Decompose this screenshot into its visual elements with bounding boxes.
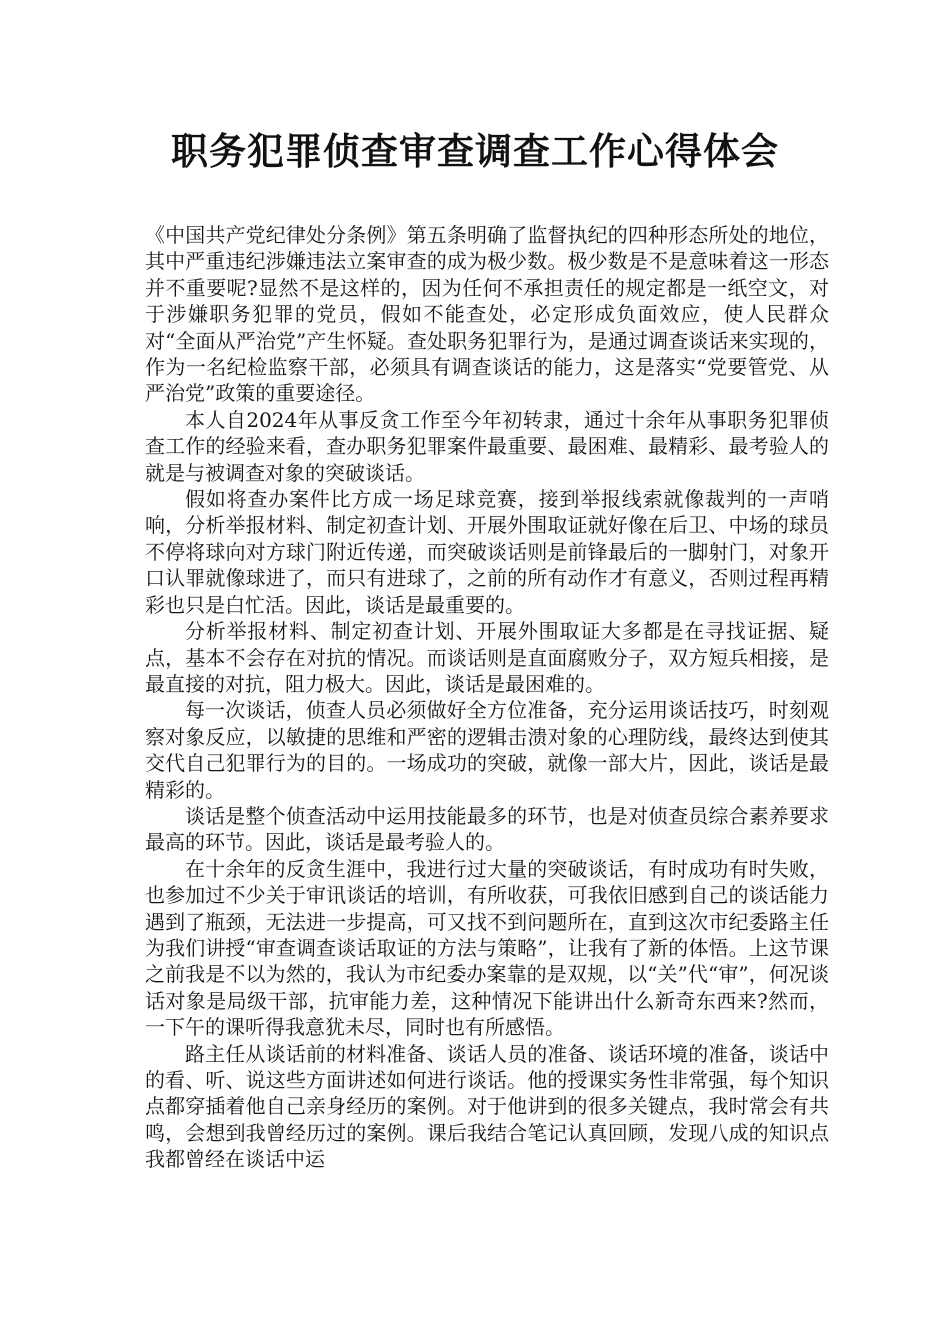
paragraph-2: 本人自2024年从事反贪工作至今年初转隶，通过十余年从事职务犯罪侦查工作的经验来看，查办职务犯罪案件最重要、最困难、最精彩、最考验人的就是与被调查对象的突破谈话。 [145,407,829,485]
document-title: 职务犯罪侦查审查调查工作心得体会 [171,130,779,173]
paragraph-8: 路主任从谈话前的材料准备、谈话人员的准备、谈话环境的准备，谈话中的看、听、说这些方面讲述如何进行谈话。他的授课实务性非常强，每个知识点都穿插着他自己亲身经历的案例。对于他讲到的很多关键点，我时常会有共鸣，会想到我曾经历过的案例。课后我结合笔记认真回顾，发现八成的知识点我都曾经在谈话中运 [145,1041,829,1172]
paragraph-3: 假如将查办案件比方成一场足球竞赛，接到举报线索就像裁判的一声哨响，分析举报材料、制定初查计划、开展外围取证就好像在后卫、中场的球员不停将球向对方球门附近传递，而突破谈话则是前锋最后的一脚射门，对象开口认罪就像球进了，而只有进球了，之前的所有动作才有意义，否则过程再精彩也只是白忙活。因此，谈话是最重要的。 [145,487,829,617]
paragraph-5: 每一次谈话，侦查人员必须做好全方位准备，充分运用谈话技巧，时刻观察对象反应，以敏捷的思维和严密的逻辑击溃对象的心理防线，最终达到使其交代自己犯罪行为的目的。一场成功的突破，就像一部大片，因此，谈话是最精彩的。 [145,698,829,802]
paragraph-6: 谈话是整个侦查活动中运用技能最多的环节，也是对侦查员综合素养要求最高的环节。因此，谈话是最考验人的。 [145,803,829,855]
paragraph-1: 《中国共产党纪律处分条例》第五条明确了监督执纪的四种形态所处的地位，其中严重违纪涉嫌违法立案审查的成为极少数。极少数是不是意味着这一形态并不重要呢?显然不是这样的，因为任何不承担责任的规定都是一纸空文，对于涉嫌职务犯罪的党员，假如不能查处，必定形成负面效应，使人民群众对“全面从严治党”产生怀疑。查处职务犯罪行为，是通过调查谈话来实现的，作为一名纪检监察干部，必须具有调查谈话的能力，这是落实“党要管党、从严治党”政策的重要途径。 [145,223,829,406]
paragraph-4: 分析举报材料、制定初查计划、开展外围取证大多都是在寻找证据、疑点，基本不会存在对抗的情况。而谈话则是直面腐败分子，双方短兵相接，是最直接的对抗，阻力极大。因此，谈话是最困难的。 [145,619,829,696]
document-body [145,222,829,1173]
paragraph-7: 在十余年的反贪生涯中，我进行过大量的突破谈话，有时成功有时失败，也参加过不少关于审讯谈话的培训，有所收获，可我依旧感到自己的谈话能力遇到了瓶颈，无法进一步提高，可又找不到问题所在，直到这次市纪委路主任为我们讲授“审查调查谈话取证的方法与策略”，让我有了新的体悟。上这节课之前我是不以为然的，我认为市纪委办案靠的是双规，以“关”代“审”，何况谈话对象是局级干部，抗审能力差，这种情况下能讲出什么新奇东西来?然而，一下午的课听得我意犹未尽，同时也有所感悟。 [145,856,829,1040]
